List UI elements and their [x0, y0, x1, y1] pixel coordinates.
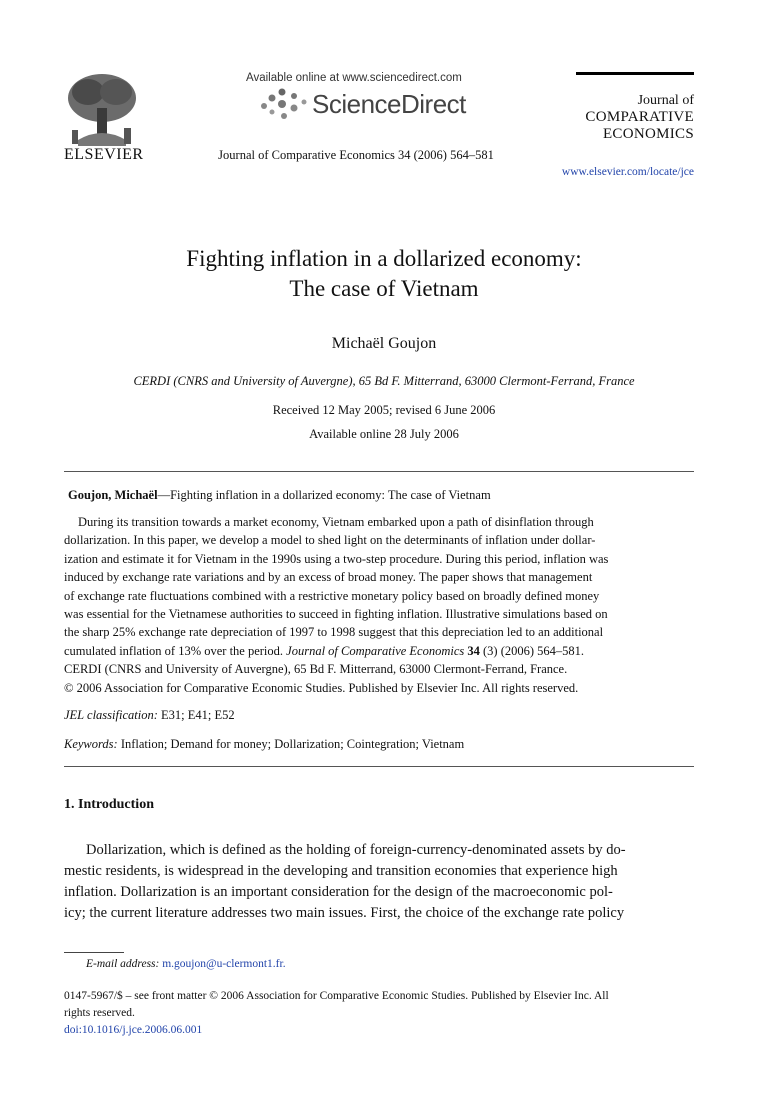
sciencedirect-wordmark: ScienceDirect: [312, 89, 466, 119]
sciencedirect-dots-icon: [258, 86, 310, 122]
journal-logo: [560, 92, 694, 143]
abstract-citation-line: cumulated inflation of 13% over the period. Journal of Comparative Economics 34 (3) (2006) 564–581.: [64, 643, 585, 658]
intro-line: inflation. Dollarization is an important consideration for the design of the macroeconomic pol-: [64, 884, 613, 900]
abstract-line: During its transition towards a market economy, Vietnam embarked upon a path of disinflation through: [78, 515, 594, 529]
article-title: [0, 244, 768, 304]
footer: [64, 988, 694, 1039]
footer-line1: 0147-5967/$ – see front matter © 2006 Association for Comparative Economic Studies. Published by Elsevier Inc. All: [64, 990, 609, 1002]
abstract-heading: [68, 488, 491, 503]
title-line2: The case of Vietnam: [289, 276, 479, 301]
abstract-line: induced by exchange rate variations and by an excess of broad money. The paper shows that management: [64, 570, 593, 585]
abstract-copyright-line: © 2006 Association for Comparative Economic Studies. Published by Elsevier Inc. All rights reserved.: [64, 680, 579, 695]
intro-line: mestic residents, is widespread in the developing and transition economies that experience high: [64, 863, 618, 879]
jel-value: E31; E41; E52: [161, 708, 235, 722]
journal-url-link[interactable]: www.elsevier.com/locate/jce: [561, 166, 694, 178]
jel-label: JEL classification:: [64, 708, 158, 722]
abstract-heading-title: —Fighting inflation in a dollarized economy: The case of Vietnam: [157, 488, 491, 502]
journal-logo-line2: COMPARATIVE: [585, 109, 694, 125]
available-date: Available online 28 July 2006: [309, 427, 459, 441]
intro-line: icy; the current literature addresses two main issues. First, the choice of the exchange rate policy: [64, 905, 625, 921]
journal-logo-bar: [576, 72, 694, 75]
abstract-line: was essential for the Vietnamese authorities to succeed in fighting inflation. Illustrative simulations based on: [64, 607, 608, 622]
abstract-line: of exchange rate fluctuations combined with a restrictive monetary policy based on broadly defined money: [64, 588, 600, 603]
abstract-bottom-rule: [64, 766, 694, 767]
footer-line2: rights reserved.: [64, 1007, 135, 1019]
intro-paragraph: [64, 840, 694, 924]
abstract-address-line: CERDI (CNRS and University of Auvergne), 65 Bd F. Mitterrand, 63000 Clermont-Ferrand, France.: [64, 662, 568, 677]
abstract-body: [64, 513, 694, 697]
keywords: [64, 737, 464, 752]
jel-classification: [64, 708, 235, 723]
keywords-value: Inflation; Demand for money; Dollarization; Cointegration; Vietnam: [120, 737, 465, 751]
email-label: E-mail address:: [86, 958, 160, 970]
keywords-label: Keywords:: [64, 737, 118, 751]
author-affiliation: CERDI (CNRS and University of Auvergne), 65 Bd F. Mitterrand, 63000 Clermont-Ferrand, France: [133, 374, 635, 388]
publisher-name: ELSEVIER: [64, 146, 144, 163]
abstract-line: the sharp 25% exchange rate depreciation of 1997 to 1998 suggest that this depreciation led to an additional: [64, 625, 604, 640]
journal-citation: Journal of Comparative Economics 34 (2006) 564–581: [218, 148, 494, 162]
abstract-line: ization and estimate it for Vietnam in the 1990s using a two-step procedure. During this period, inflation was: [64, 551, 609, 566]
footnote-rule: [64, 952, 124, 953]
abstract-line: dollarization. In this paper, we develop a model to shed light on the determinants of inflation under dollar-: [64, 533, 596, 548]
doi-link[interactable]: doi:10.1016/j.jce.2006.06.001: [64, 1024, 203, 1036]
elsevier-tree-logo: [64, 70, 140, 148]
intro-line: Dollarization, which is defined as the holding of foreign-currency-denominated assets by do-: [86, 842, 626, 858]
journal-logo-line1: Journal of: [637, 93, 694, 108]
email-link[interactable]: m.goujon@u-clermont1.fr.: [162, 958, 286, 970]
section-heading: 1. Introduction: [64, 797, 154, 812]
footnote-email: [86, 958, 286, 970]
article-dates: [0, 398, 768, 446]
title-line1: Fighting inflation in a dollarized economy:: [186, 246, 582, 271]
author-name: Michaël Goujon: [331, 335, 437, 352]
abstract-heading-author: Goujon, Michaël: [68, 488, 158, 502]
received-date: Received 12 May 2005; revised 6 June 2006: [272, 403, 496, 417]
journal-logo-line3: ECONOMICS: [602, 126, 694, 142]
available-online-text: Available online at www.sciencedirect.com: [246, 72, 462, 84]
abstract-top-rule: [64, 471, 694, 472]
